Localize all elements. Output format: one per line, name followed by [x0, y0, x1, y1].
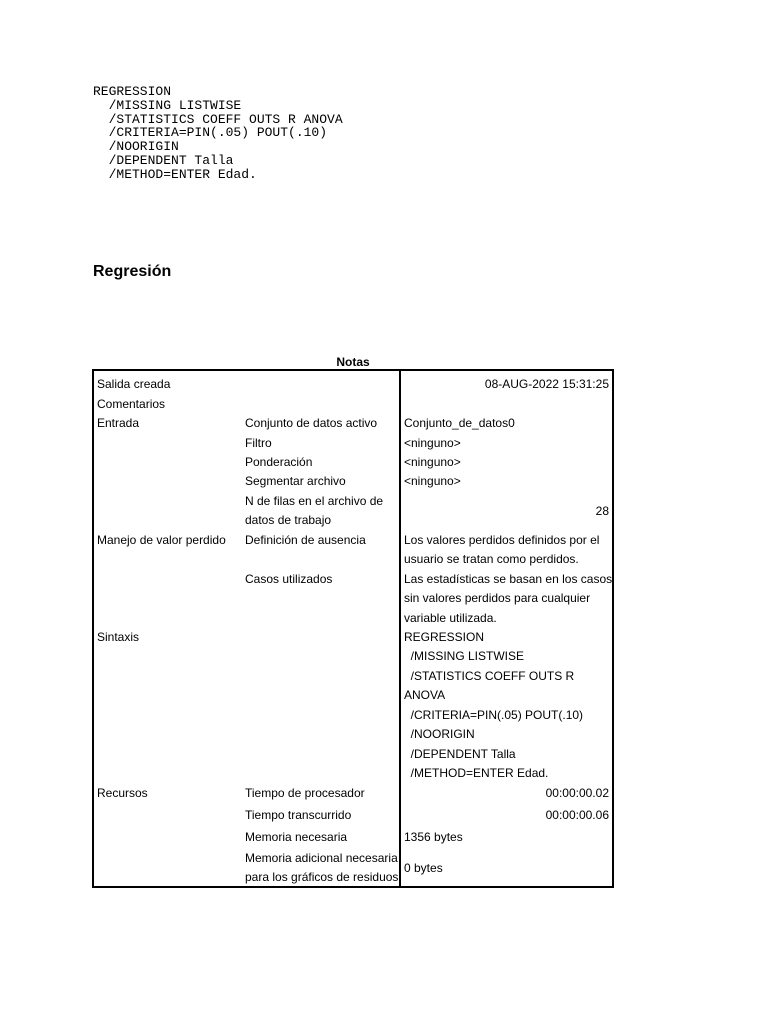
value-casos-line1: Las estadísticas se basan en los casos [404, 572, 613, 586]
label-memoria-adicional-line2: para los gráficos de residuos [245, 870, 399, 884]
row-label-salida-creada: Salida creada [97, 377, 171, 391]
syntax-line: /MISSING LISTWISE [404, 649, 525, 663]
section-heading: Regresión [93, 263, 172, 280]
syntax-line: /NOORIGIN [93, 139, 179, 155]
syntax-line: /CRITERIA=PIN(.05) POUT(.10) [404, 708, 584, 722]
value-memoria-necesaria: 1356 bytes [404, 830, 463, 844]
syntax-line: REGRESSION [404, 630, 485, 644]
syntax-line: /DEPENDENT Talla [93, 152, 234, 168]
syntax-line: ANOVA [404, 688, 446, 702]
value-casos-line3: variable utilizada. [404, 611, 497, 625]
row-label-sintaxis: Sintaxis [97, 630, 140, 644]
value-definicion-line2: usuario se tratan como perdidos. [404, 552, 579, 566]
value-memoria-adicional: 0 bytes [404, 861, 443, 875]
value-salida-creada: 08-AUG-2022 15:31:25 [484, 377, 609, 391]
column-divider [399, 371, 401, 886]
syntax-line: /NOORIGIN [404, 727, 475, 741]
notes-table [92, 369, 614, 888]
row-label-recursos: Recursos [97, 786, 148, 800]
value-n-filas: 28 [595, 504, 609, 518]
syntax-line: /CRITERIA=PIN(.05) POUT(.10) [93, 125, 328, 141]
value-casos-line2: sin valores perdidos para cualquier [404, 591, 591, 605]
row-label-comentarios: Comentarios [97, 397, 166, 411]
label-ponderacion: Ponderación [245, 455, 313, 469]
label-n-filas-line2: datos de trabajo [245, 513, 332, 527]
label-definicion-ausencia: Definición de ausencia [245, 533, 366, 547]
value-conjunto-datos: Conjunto_de_datos0 [404, 416, 515, 430]
syntax-line: /DEPENDENT Talla [404, 747, 516, 761]
notes-table-title: Notas [336, 355, 370, 369]
syntax-line: /MISSING LISTWISE [93, 97, 242, 113]
label-memoria-adicional-line1: Memoria adicional necesaria [245, 851, 398, 865]
label-casos-utilizados: Casos utilizados [245, 572, 333, 586]
row-label-manejo: Manejo de valor perdido [97, 533, 226, 547]
syntax-line: REGRESSION [93, 84, 172, 99]
label-segmentar: Segmentar archivo [245, 474, 346, 488]
syntax-line: /STATISTICS COEFF OUTS R ANOVA [93, 111, 343, 127]
label-memoria-necesaria: Memoria necesaria [245, 830, 348, 844]
syntax-line: /STATISTICS COEFF OUTS R [404, 669, 575, 683]
label-tiempo-procesador: Tiempo de procesador [245, 786, 365, 800]
label-n-filas-line1: N de filas en el archivo de [245, 494, 384, 508]
value-tiempo-procesador: 00:00:00.02 [545, 786, 609, 800]
value-tiempo-transcurrido: 00:00:00.06 [545, 808, 609, 822]
label-conjunto-datos: Conjunto de datos activo [245, 416, 378, 430]
value-segmentar: <ninguno> [404, 474, 461, 488]
label-filtro: Filtro [245, 436, 272, 450]
label-tiempo-transcurrido: Tiempo transcurrido [245, 808, 352, 822]
row-label-entrada: Entrada [97, 416, 140, 430]
value-filtro: <ninguno> [404, 436, 461, 450]
value-definicion-line1: Los valores perdidos definidos por el [404, 533, 600, 547]
value-ponderacion: <ninguno> [404, 455, 461, 469]
syntax-line: /METHOD=ENTER Edad. [404, 766, 549, 780]
syntax-code-block [93, 85, 343, 182]
syntax-line: /METHOD=ENTER Edad. [93, 166, 257, 182]
